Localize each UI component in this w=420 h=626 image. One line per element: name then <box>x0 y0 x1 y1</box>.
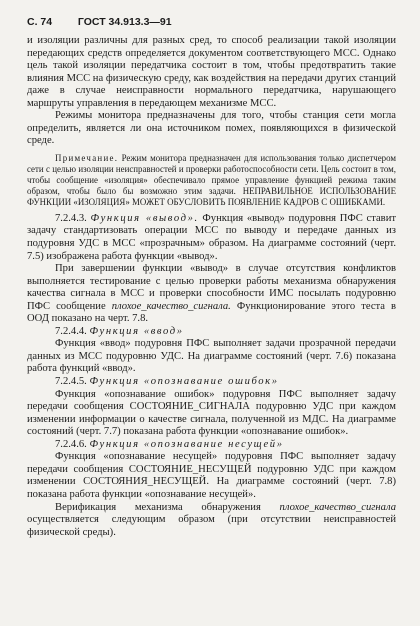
signal-term: плохое_качество_сигнала <box>279 501 396 513</box>
section-number: 7.2.4.5. <box>55 376 87 388</box>
section-7-2-4-3 <box>27 213 396 263</box>
document-body <box>27 35 396 539</box>
section-7-2-4-6-heading <box>27 439 396 452</box>
section-text: Функция «вывод» подуровня ПФС ставит задачу стандартизовать операции МСС по выводу и передаче данных из подуровня УДС в МСС «прозрачным» образом. На диаграмме состояний (черт. 7.5) изображена работа функции «вывод». <box>27 212 396 262</box>
paragraph-text-tail: Функционирование этого теста в ООД показано на черт. 7.8. <box>27 300 396 325</box>
section-7-2-4-5-heading <box>27 376 396 389</box>
paragraph-text-tail: осуществляется следующим образом (при отсутствии неисправностей физической среды). <box>27 514 396 538</box>
section-title: Функция «ввод» <box>89 325 184 337</box>
section-7-2-4-4-text: Функция «ввод» подуровня ПФС выполняет задачи прозрачной передачи данных из МСС подуровню УДС. На диаграмме состояний (черт. 7.6) показана работа функций «ввод». <box>27 338 396 375</box>
section-7-2-4-6-text: Функция «опознавание несущей» подуровня ПФС выполняет задачу передачи сообщения СОСТОЯНИЕ_НЕСУЩЕЙ подуровню УДС при каждом изменении СОСТОЯНИЯ_НЕСУЩЕЙ. На диаграмме состояний (черт. 7.8) показана работа функции «опознавание несущей». <box>27 451 396 500</box>
signal-term: плохое_качество_сигнала. <box>111 300 231 312</box>
section-number: 7.2.4.3. <box>55 212 87 224</box>
note-paragraph <box>27 153 396 208</box>
paragraph-verification <box>27 502 396 540</box>
section-title: Функция «опознавание несущей» <box>89 438 284 450</box>
paragraph-text: При завершении функции «вывод» в случае отсутствия конфликтов выполняется тестирование с целью проверки работы механизма обнаружения качества сигнала в МСС и проверки способности ИМС посылать подуровню ПФС сообщение <box>27 263 396 312</box>
standard-title: ГОСТ 34.913.3—91 <box>77 16 172 28</box>
paragraph-output-test <box>27 263 396 326</box>
paragraph-continuation: и изоляции различны для разных сред, то способ реализации такой изоляции передающих средств определяется документом соответствующего МСС. Однако цель такой изоляции передатчика состоит в том, чтобы предотвратить такие влияния МСС на физическую среду, как воздействия на передачи других станций даже в случае неисправности нормального передатчика, нарушающего маршруты управления в передающем механизме МСС. <box>27 35 396 109</box>
section-number: 7.2.4.4. <box>55 325 87 337</box>
paragraph-monitor-modes: Режимы монитора предназначены для того, чтобы станция сети могла определить, является ли она источником помех, появляющихся в физической среде. <box>27 110 396 147</box>
note-label: Примечание. <box>55 152 119 163</box>
note-text: Режим монитора предназначен для использования только диспетчером сети с целью изоляции неисправностей и проверки работоспособности сети. Цель состоит в том, чтобы сообщение «изоляция» обеспечивало прямое управление функцией режима таким образом, чтобы было бы возможно этим задачи. НЕПРАВИЛЬНОЕ ИСПОЛЬЗОВАНИЕ ФУНКЦИИ «ИЗОЛЯЦИЯ» МОЖЕТ ОБУСЛОВИТЬ ПОЯВЛЕНИЕ КАДРОВ С ОШИБКАМИ. <box>27 152 396 207</box>
paragraph-text: Верификация механизма обнаружения <box>55 501 280 513</box>
running-header <box>27 16 396 32</box>
section-7-2-4-4-heading <box>27 326 396 339</box>
section-number: 7.2.4.6. <box>55 438 87 450</box>
page-number: С. 74 <box>27 16 53 28</box>
section-title: Функция «вывод». <box>90 212 199 224</box>
section-title: Функция «опознавание ошибок» <box>89 376 279 388</box>
section-7-2-4-5-text: Функция «опознавание ошибок» подуровня ПФС выполняет задачу передачи сообщения СОСТОЯНИЕ_СИГНАЛА подуровню УДС при каждом изменении информации о качестве сигнала, полученной из МДС. На диаграмме состояний (черт. 7.7) показана работа функции «опознавание ошибок». <box>27 388 396 438</box>
